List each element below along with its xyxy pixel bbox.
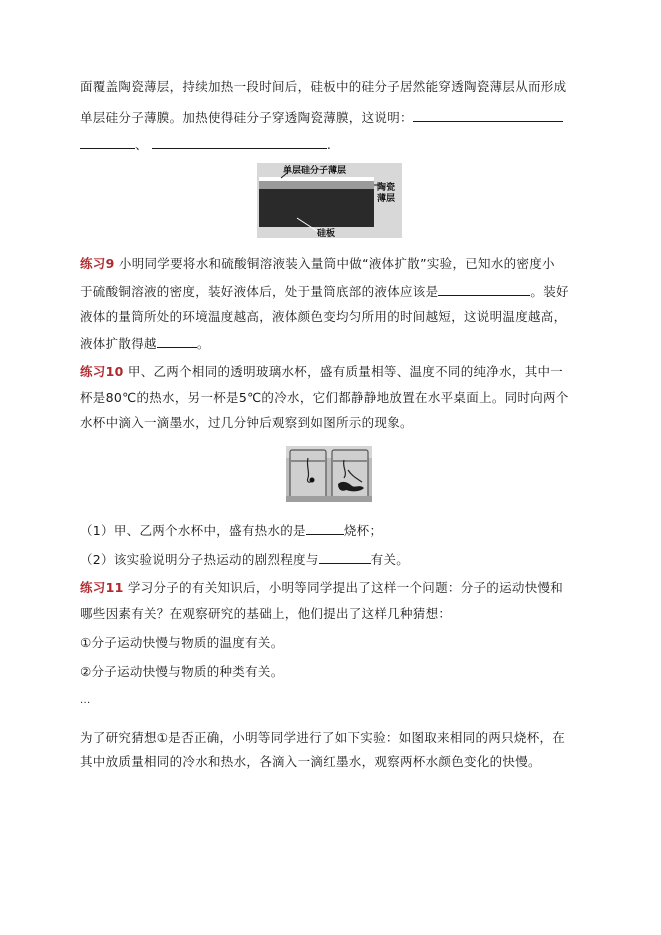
ex9-blank-2[interactable] (157, 335, 197, 348)
ex10-question-2 (80, 551, 409, 568)
intro-line-2-text: 单层硅分子薄膜。加热使得硅分子穿透陶瓷薄膜，这说明： (80, 110, 413, 125)
beakers-figure (286, 446, 372, 502)
ex11-guess-1: ①分子运动快慢与物质的温度有关。 (80, 635, 284, 650)
label-silicon-plate: 硅板 (317, 229, 336, 238)
ex10-line-2: 杯是80℃的热水，另一杯是5℃的冷水，它们都静静地放置在水平桌面上。同时向两个 (80, 390, 569, 405)
intro-line-3 (80, 136, 331, 153)
answer-blank-3[interactable] (152, 136, 327, 149)
ceramic-layer (259, 181, 374, 189)
ex9-text-2b: 。装好 (530, 284, 569, 299)
ex9-text-4b: 。 (196, 336, 210, 351)
ex10-line-3: 水杯中滴入一滴墨水，过几分钟后观察到如图所示的现象。 (80, 415, 413, 430)
beakers-photo (286, 446, 372, 502)
label-ceramic-2: 薄层 (377, 194, 396, 204)
intro-end-punct: . (326, 137, 332, 152)
ex11-text-1: 学习分子的有关知识后，小明等同学提出了这样一个问题：分子的运动快慢和 (127, 580, 564, 595)
ex10-text-1: 甲、乙两个相同的透明玻璃水杯，盛有质量相等、温度不同的纯净水，其中一 (127, 364, 564, 379)
ex10-q1-text-a: （1）甲、乙两个水杯中，盛有热水的是 (80, 523, 306, 538)
ex9-text-2a: 于硫酸铜溶液的密度，装好液体后，处于量筒底部的液体应该是 (80, 284, 439, 299)
silicon-layer-figure (257, 163, 402, 238)
answer-blank-1[interactable] (413, 109, 563, 122)
ex11-line-2: 哪些因素有关？在观察研究的基础上，他们提出了这样几种猜想： (80, 606, 452, 621)
intro-line-2 (80, 109, 563, 126)
ex11-line-4: 其中放质量相同的冷水和热水，各滴入一滴红墨水，观察两杯水颜色变化的快慢。 (80, 754, 541, 769)
ex11-line-1 (80, 580, 563, 596)
ex11-line-3: 为了研究猜想①是否正确，小明等同学进行了如下实验：如图取来相同的两只烧杯，在 (80, 730, 566, 745)
ex9-label: 练习9 (80, 256, 115, 271)
intro-line-1: 面覆盖陶瓷薄层，持续加热一段时间后，硅板中的硅分子居然能穿透陶瓷薄层从而形成 (80, 79, 567, 94)
ex9-text-4a: 液体扩散得越 (80, 336, 157, 351)
ex9-line-4 (80, 335, 210, 352)
silicon-plate (259, 189, 374, 227)
ex11-guess-2: ②分子运动快慢与物质的种类有关。 (80, 664, 284, 679)
silicon-monolayer (259, 177, 374, 181)
ex10-q1-text-b: 烧杯； (343, 523, 383, 538)
ex10-question-1 (80, 522, 382, 539)
ex10-q2-text-a: （2）该实验说明分子热运动的剧烈程度与 (80, 552, 319, 567)
ex9-line-1 (80, 256, 555, 272)
ex10-blank-2[interactable] (319, 551, 371, 564)
label-ceramic-1: 陶瓷 (377, 183, 396, 193)
ex11-label: 练习11 (80, 580, 124, 595)
ex10-blank-1[interactable] (306, 522, 344, 535)
silicon-layer-diagram (257, 163, 402, 238)
label-monolayer: 单层硅分子薄层 (283, 166, 347, 176)
ex9-line-3: 液体的量筒所处的环境温度越高，液体颜色变均匀所用的时间越短，这说明温度越高， (80, 309, 567, 324)
ex10-line-1 (80, 364, 563, 380)
ex9-line-2 (80, 283, 569, 300)
ex9-blank-1[interactable] (438, 283, 530, 296)
ex9-text-1: 小明同学要将水和硫酸铜溶液装入量筒中做“液体扩散”实验，已知水的密度小 (118, 256, 555, 271)
ex10-q2-text-b: 有关。 (370, 552, 410, 567)
answer-blank-2[interactable] (80, 136, 135, 149)
ex11-ellipsis: ··· (80, 698, 91, 709)
ex10-label: 练习10 (80, 364, 124, 379)
blank-separator: 、 (135, 137, 148, 152)
